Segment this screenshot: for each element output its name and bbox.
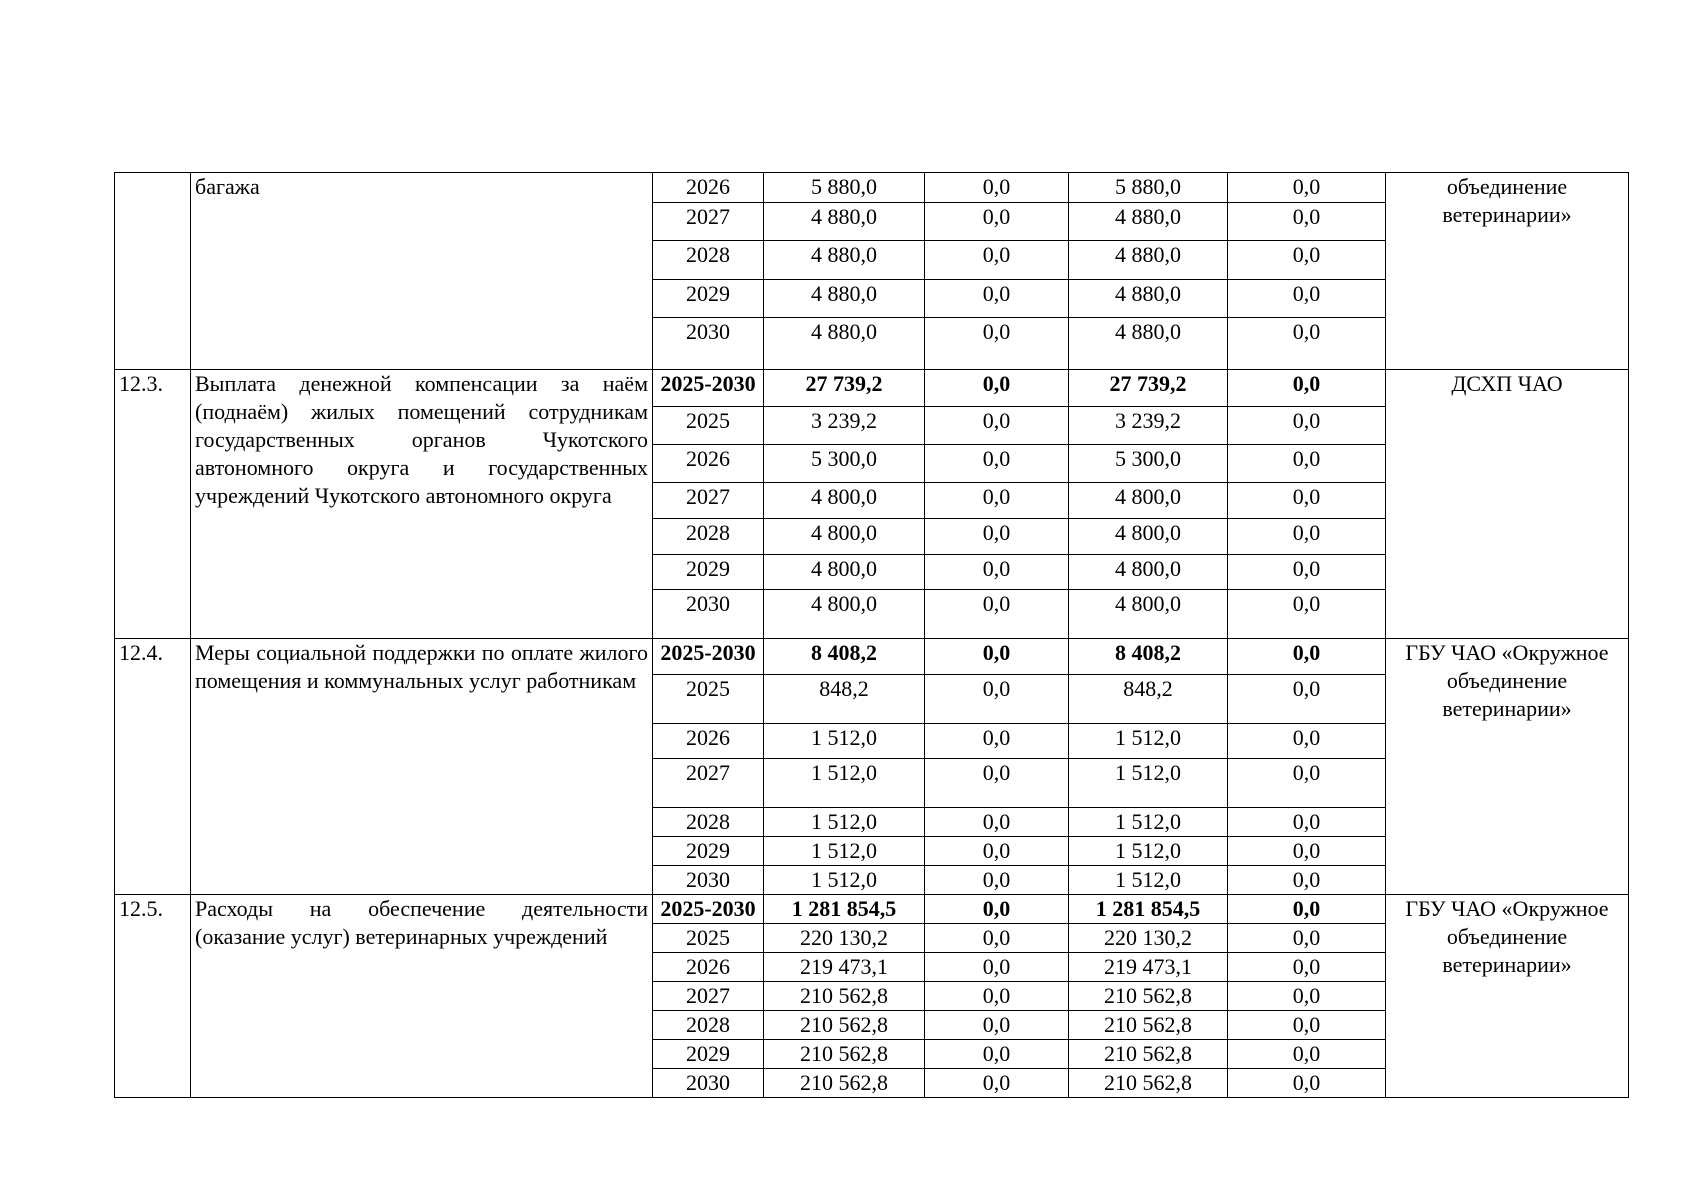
executor-cell: ДСХП ЧАО xyxy=(1386,370,1629,639)
total-amount-cell: 4 800,0 xyxy=(764,590,925,639)
other-sources-cell: 0,0 xyxy=(1228,407,1386,445)
federal-budget-cell: 0,0 xyxy=(925,555,1069,590)
district-budget-cell: 4 800,0 xyxy=(1069,483,1228,519)
federal-budget-cell: 0,0 xyxy=(925,675,1069,724)
other-sources-cell: 0,0 xyxy=(1228,445,1386,483)
total-amount-cell: 210 562,8 xyxy=(764,1040,925,1069)
period-cell: 2025 xyxy=(653,924,764,953)
other-sources-cell: 0,0 xyxy=(1228,837,1386,866)
total-amount-cell: 4 800,0 xyxy=(764,555,925,590)
federal-budget-cell: 0,0 xyxy=(925,808,1069,837)
item-name: Выплата денежной компенсации за наём (поднаём) жилых помещений сотрудникам государственных органов Чукотского автономного округа и государственных учреждений Чукотского автономного округа xyxy=(191,370,653,639)
period-cell: 2029 xyxy=(653,280,764,318)
item-number: 12.5. xyxy=(115,895,191,1098)
other-sources-cell: 0,0 xyxy=(1228,241,1386,280)
period-cell: 2027 xyxy=(653,982,764,1011)
district-budget-cell: 210 562,8 xyxy=(1069,1069,1228,1098)
period-cell: 2025-2030 xyxy=(653,370,764,407)
period-cell: 2030 xyxy=(653,866,764,895)
district-budget-cell: 1 512,0 xyxy=(1069,866,1228,895)
total-amount-cell: 1 512,0 xyxy=(764,759,925,808)
federal-budget-cell: 0,0 xyxy=(925,318,1069,370)
other-sources-cell: 0,0 xyxy=(1228,318,1386,370)
federal-budget-cell: 0,0 xyxy=(925,724,1069,759)
other-sources-cell: 0,0 xyxy=(1228,203,1386,241)
other-sources-cell: 0,0 xyxy=(1228,590,1386,639)
district-budget-cell: 848,2 xyxy=(1069,675,1228,724)
other-sources-cell: 0,0 xyxy=(1228,173,1386,203)
district-budget-cell: 4 880,0 xyxy=(1069,280,1228,318)
federal-budget-cell: 0,0 xyxy=(925,1069,1069,1098)
table-row xyxy=(115,639,1629,675)
district-budget-cell: 5 880,0 xyxy=(1069,173,1228,203)
federal-budget-cell: 0,0 xyxy=(925,895,1069,924)
item-name: Меры социальной поддержки по оплате жилого помещения и коммунальных услуг работникам xyxy=(191,639,653,895)
funding-table xyxy=(114,172,1629,1098)
period-cell: 2025 xyxy=(653,675,764,724)
federal-budget-cell: 0,0 xyxy=(925,837,1069,866)
total-amount-cell: 1 512,0 xyxy=(764,866,925,895)
total-amount-cell: 8 408,2 xyxy=(764,639,925,675)
period-cell: 2029 xyxy=(653,837,764,866)
total-amount-cell: 1 512,0 xyxy=(764,837,925,866)
period-cell: 2028 xyxy=(653,241,764,280)
other-sources-cell: 0,0 xyxy=(1228,982,1386,1011)
item-number: 12.4. xyxy=(115,639,191,895)
total-amount-cell: 4 880,0 xyxy=(764,203,925,241)
federal-budget-cell: 0,0 xyxy=(925,173,1069,203)
federal-budget-cell: 0,0 xyxy=(925,1040,1069,1069)
district-budget-cell: 8 408,2 xyxy=(1069,639,1228,675)
other-sources-cell: 0,0 xyxy=(1228,759,1386,808)
federal-budget-cell: 0,0 xyxy=(925,924,1069,953)
total-amount-cell: 210 562,8 xyxy=(764,1069,925,1098)
period-cell: 2030 xyxy=(653,590,764,639)
other-sources-cell: 0,0 xyxy=(1228,639,1386,675)
other-sources-cell: 0,0 xyxy=(1228,483,1386,519)
other-sources-cell: 0,0 xyxy=(1228,924,1386,953)
period-cell: 2025-2030 xyxy=(653,639,764,675)
total-amount-cell: 4 800,0 xyxy=(764,483,925,519)
federal-budget-cell: 0,0 xyxy=(925,370,1069,407)
federal-budget-cell: 0,0 xyxy=(925,483,1069,519)
district-budget-cell: 1 512,0 xyxy=(1069,837,1228,866)
federal-budget-cell: 0,0 xyxy=(925,1011,1069,1040)
district-budget-cell: 219 473,1 xyxy=(1069,953,1228,982)
item-name: багажа xyxy=(191,173,653,370)
district-budget-cell: 4 880,0 xyxy=(1069,203,1228,241)
federal-budget-cell: 0,0 xyxy=(925,639,1069,675)
total-amount-cell: 4 800,0 xyxy=(764,519,925,555)
district-budget-cell: 210 562,8 xyxy=(1069,982,1228,1011)
executor-cell: объединение ветеринарии» xyxy=(1386,173,1629,370)
period-cell: 2028 xyxy=(653,808,764,837)
total-amount-cell: 220 130,2 xyxy=(764,924,925,953)
district-budget-cell: 210 562,8 xyxy=(1069,1011,1228,1040)
period-cell: 2030 xyxy=(653,318,764,370)
period-cell: 2027 xyxy=(653,759,764,808)
item-number: 12.3. xyxy=(115,370,191,639)
period-cell: 2025 xyxy=(653,407,764,445)
total-amount-cell: 1 281 854,5 xyxy=(764,895,925,924)
district-budget-cell: 220 130,2 xyxy=(1069,924,1228,953)
federal-budget-cell: 0,0 xyxy=(925,519,1069,555)
total-amount-cell: 848,2 xyxy=(764,675,925,724)
federal-budget-cell: 0,0 xyxy=(925,953,1069,982)
other-sources-cell: 0,0 xyxy=(1228,808,1386,837)
period-cell: 2026 xyxy=(653,953,764,982)
district-budget-cell: 1 512,0 xyxy=(1069,808,1228,837)
federal-budget-cell: 0,0 xyxy=(925,280,1069,318)
period-cell: 2029 xyxy=(653,555,764,590)
district-budget-cell: 27 739,2 xyxy=(1069,370,1228,407)
district-budget-cell: 4 880,0 xyxy=(1069,241,1228,280)
total-amount-cell: 210 562,8 xyxy=(764,1011,925,1040)
total-amount-cell: 4 880,0 xyxy=(764,241,925,280)
district-budget-cell: 4 800,0 xyxy=(1069,519,1228,555)
table-row xyxy=(115,173,1629,203)
federal-budget-cell: 0,0 xyxy=(925,866,1069,895)
other-sources-cell: 0,0 xyxy=(1228,953,1386,982)
period-cell: 2029 xyxy=(653,1040,764,1069)
period-cell: 2028 xyxy=(653,519,764,555)
federal-budget-cell: 0,0 xyxy=(925,407,1069,445)
other-sources-cell: 0,0 xyxy=(1228,1040,1386,1069)
district-budget-cell: 4 800,0 xyxy=(1069,555,1228,590)
executor-cell: ГБУ ЧАО «Окружное объединение ветеринарии» xyxy=(1386,895,1629,1098)
period-cell: 2027 xyxy=(653,203,764,241)
district-budget-cell: 1 512,0 xyxy=(1069,724,1228,759)
period-cell: 2026 xyxy=(653,445,764,483)
federal-budget-cell: 0,0 xyxy=(925,982,1069,1011)
other-sources-cell: 0,0 xyxy=(1228,280,1386,318)
total-amount-cell: 1 512,0 xyxy=(764,808,925,837)
item-name: Расходы на обеспечение деятельности (оказание услуг) ветеринарных учреждений xyxy=(191,895,653,1098)
district-budget-cell: 210 562,8 xyxy=(1069,1040,1228,1069)
executor-cell: ГБУ ЧАО «Окружное объединение ветеринарии» xyxy=(1386,639,1629,895)
funding-table-body xyxy=(115,173,1629,1098)
district-budget-cell: 4 800,0 xyxy=(1069,590,1228,639)
total-amount-cell: 5 880,0 xyxy=(764,173,925,203)
district-budget-cell: 5 300,0 xyxy=(1069,445,1228,483)
other-sources-cell: 0,0 xyxy=(1228,555,1386,590)
period-cell: 2026 xyxy=(653,173,764,203)
item-number xyxy=(115,173,191,370)
total-amount-cell: 219 473,1 xyxy=(764,953,925,982)
other-sources-cell: 0,0 xyxy=(1228,866,1386,895)
total-amount-cell: 3 239,2 xyxy=(764,407,925,445)
total-amount-cell: 4 880,0 xyxy=(764,280,925,318)
period-cell: 2026 xyxy=(653,724,764,759)
federal-budget-cell: 0,0 xyxy=(925,241,1069,280)
total-amount-cell: 210 562,8 xyxy=(764,982,925,1011)
total-amount-cell: 5 300,0 xyxy=(764,445,925,483)
other-sources-cell: 0,0 xyxy=(1228,519,1386,555)
other-sources-cell: 0,0 xyxy=(1228,675,1386,724)
other-sources-cell: 0,0 xyxy=(1228,1069,1386,1098)
other-sources-cell: 0,0 xyxy=(1228,370,1386,407)
table-row xyxy=(115,895,1629,924)
total-amount-cell: 1 512,0 xyxy=(764,724,925,759)
total-amount-cell: 27 739,2 xyxy=(764,370,925,407)
period-cell: 2025-2030 xyxy=(653,895,764,924)
district-budget-cell: 1 281 854,5 xyxy=(1069,895,1228,924)
federal-budget-cell: 0,0 xyxy=(925,590,1069,639)
total-amount-cell: 4 880,0 xyxy=(764,318,925,370)
federal-budget-cell: 0,0 xyxy=(925,203,1069,241)
other-sources-cell: 0,0 xyxy=(1228,1011,1386,1040)
district-budget-cell: 3 239,2 xyxy=(1069,407,1228,445)
period-cell: 2028 xyxy=(653,1011,764,1040)
other-sources-cell: 0,0 xyxy=(1228,895,1386,924)
period-cell: 2030 xyxy=(653,1069,764,1098)
period-cell: 2027 xyxy=(653,483,764,519)
federal-budget-cell: 0,0 xyxy=(925,445,1069,483)
federal-budget-cell: 0,0 xyxy=(925,759,1069,808)
district-budget-cell: 1 512,0 xyxy=(1069,759,1228,808)
other-sources-cell: 0,0 xyxy=(1228,724,1386,759)
table-row xyxy=(115,370,1629,407)
district-budget-cell: 4 880,0 xyxy=(1069,318,1228,370)
